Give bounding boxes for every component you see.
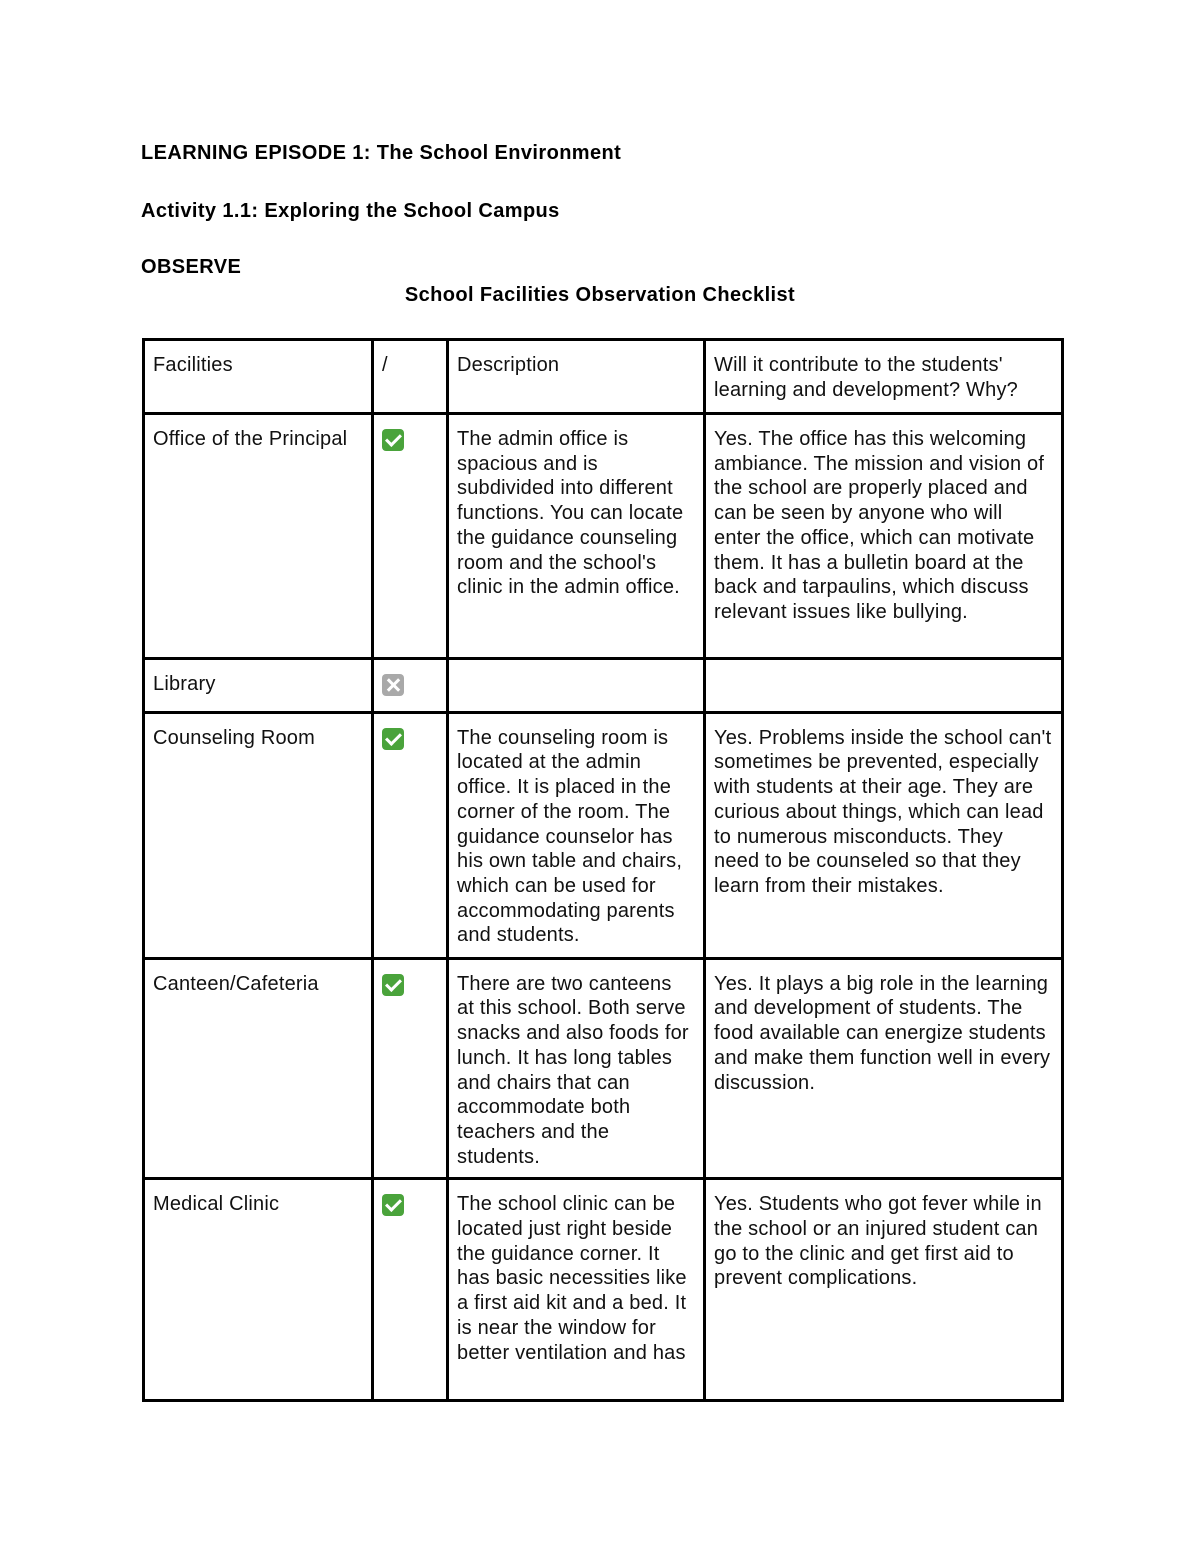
mark-cell <box>373 659 448 713</box>
table-header-row <box>144 340 1063 414</box>
header-description: Description <box>448 340 705 414</box>
section-label: OBSERVE <box>141 256 242 278</box>
table-title: School Facilities Observation Checklist <box>404 284 796 306</box>
mark-cell <box>373 712 448 958</box>
header-mark: / <box>373 340 448 414</box>
table-row <box>144 659 1063 713</box>
check-icon <box>382 429 404 451</box>
description-cell: The admin office is spacious and is subdivided into different functions. You can locate the guidance counseling room and the school's clinic in the admin office. <box>448 414 705 659</box>
cross-icon <box>382 674 404 696</box>
contribution-cell: Yes. Problems inside the school can't sometimes be prevented, especially with students at their age. They are curious about things, which can lead to numerous misconducts. They need to be counseled so that they learn from their mistakes. <box>705 712 1063 958</box>
header-contribution: Will it contribute to the students' learning and development? Why? <box>705 340 1063 414</box>
observation-checklist-table <box>142 338 1064 1402</box>
table-row <box>144 414 1063 659</box>
contribution-cell: Yes. It plays a big role in the learning and development of students. The food available can energize students and make them function well in every discussion. <box>705 958 1063 1179</box>
mark-cell <box>373 958 448 1179</box>
facility-cell: Office of the Principal <box>144 414 373 659</box>
contribution-cell <box>705 659 1063 713</box>
description-cell: There are two canteens at this school. Both serve snacks and also foods for lunch. It has long tables and chairs that can accommodate both teachers and the students. <box>448 958 705 1179</box>
check-icon <box>382 728 404 750</box>
description-cell: The school clinic can be located just right beside the guidance corner. It has basic necessities like a first aid kit and a bed. It is near the window for better ventilation and has <box>448 1179 705 1401</box>
contribution-cell: Yes. Students who got fever while in the school or an injured student can go to the clinic and get first aid to prevent complications. <box>705 1179 1063 1401</box>
check-icon <box>382 1194 404 1216</box>
description-cell: The counseling room is located at the admin office. It is placed in the corner of the room. The guidance counselor has his own table and chairs, which can be used for accommodating parents and students. <box>448 712 705 958</box>
facility-cell: Counseling Room <box>144 712 373 958</box>
mark-cell <box>373 414 448 659</box>
facility-cell: Canteen/Cafeteria <box>144 958 373 1179</box>
header-facilities: Facilities <box>144 340 373 414</box>
table-row <box>144 958 1063 1179</box>
description-cell <box>448 659 705 713</box>
facility-cell: Library <box>144 659 373 713</box>
activity-heading: Activity 1.1: Exploring the School Campus <box>141 200 560 222</box>
mark-cell <box>373 1179 448 1401</box>
table-row <box>144 712 1063 958</box>
facility-cell: Medical Clinic <box>144 1179 373 1401</box>
contribution-cell: Yes. The office has this welcoming ambiance. The mission and vision of the school are properly placed and can be seen by anyone who will enter the office, which can motivate them. It has a bulletin board at the back and tarpaulins, which discuss relevant issues like bullying. <box>705 414 1063 659</box>
check-icon <box>382 974 404 996</box>
table-row <box>144 1179 1063 1401</box>
episode-heading: LEARNING EPISODE 1: The School Environment <box>141 142 622 164</box>
